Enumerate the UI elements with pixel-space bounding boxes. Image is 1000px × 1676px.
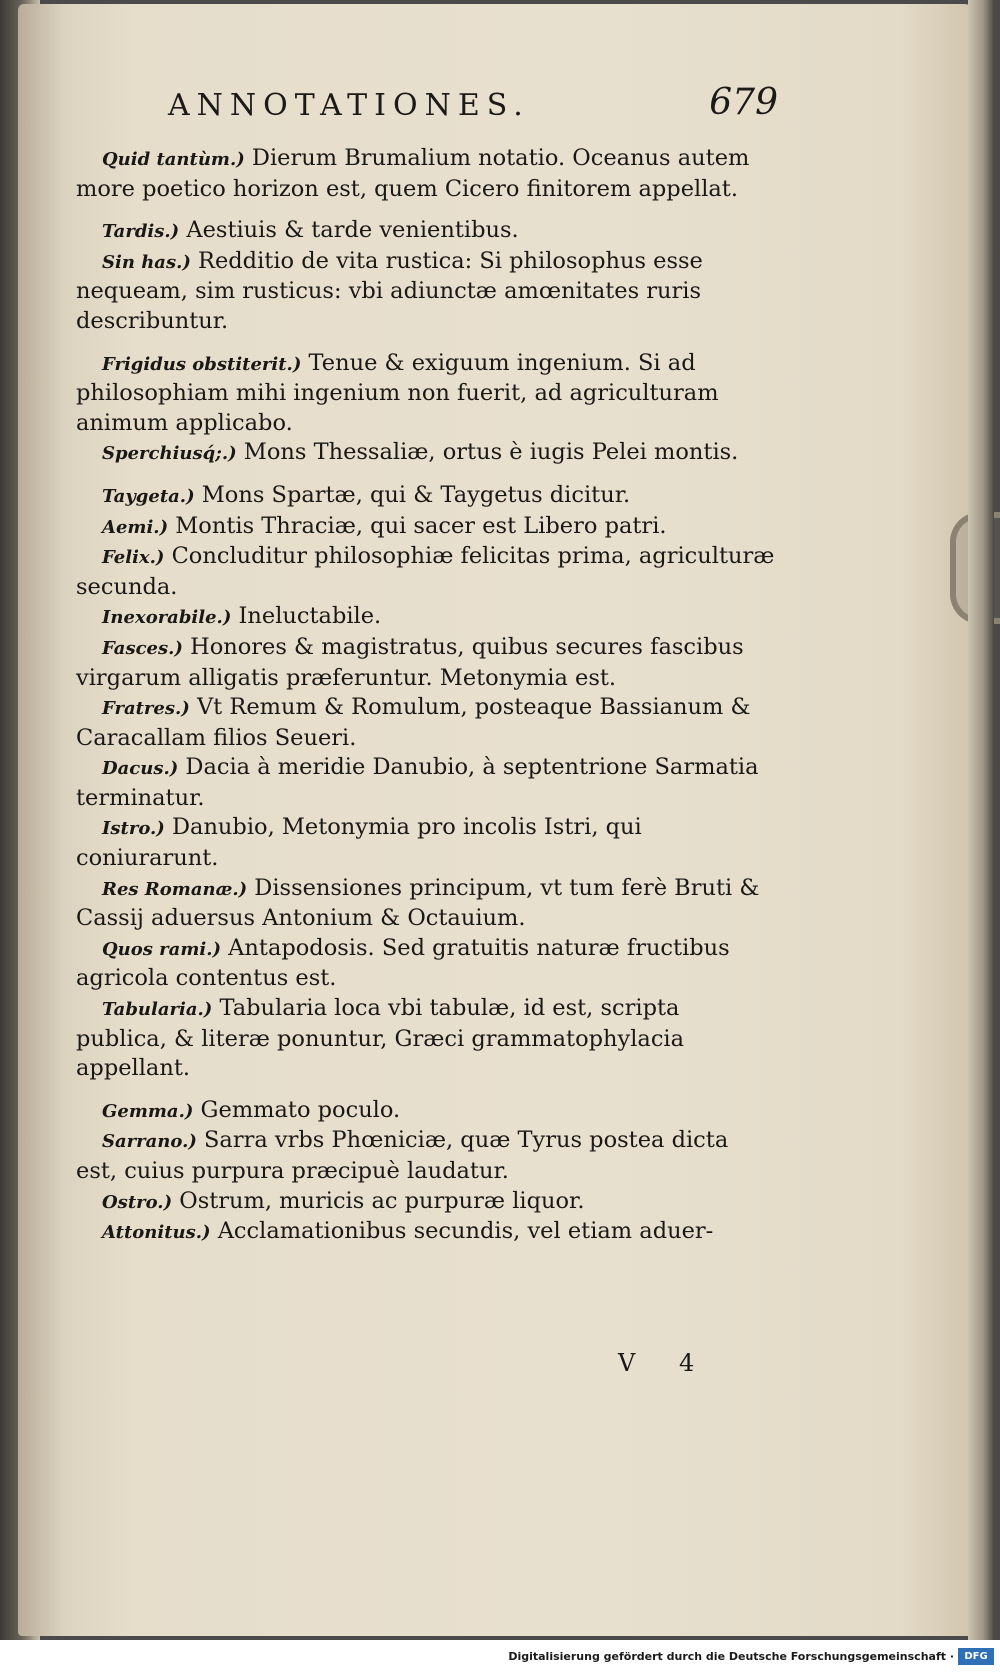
annotation-entry	[76, 542, 776, 602]
entry-text: Dierum Brumalium notatio. Oceanus autem more poetico horizon est, quem Cicero finitorem appellat.	[76, 145, 750, 202]
book-right-edge	[968, 0, 994, 1640]
entry-text: Tabularia loca vbi tabulæ, id est, scripta publica, & literæ ponuntur, Græci grammatophylacia appellant.	[76, 995, 685, 1082]
annotation-entry	[76, 512, 776, 543]
annotation-entry	[76, 602, 776, 633]
entry-lemma: Inexorabile.)	[102, 607, 232, 629]
annotation-entry	[76, 934, 776, 994]
dfg-logo: DFG	[958, 1648, 994, 1665]
entry-text: Mons Thessaliæ, ortus è iugis Pelei montis.	[243, 439, 739, 466]
entry-lemma: Felix.)	[102, 547, 165, 569]
entry-lemma: Ostro.)	[102, 1191, 173, 1213]
entry-lemma: Fratres.)	[102, 698, 190, 720]
entry-lemma: Taygeta.)	[102, 485, 195, 507]
digitization-footer	[0, 1640, 1000, 1676]
entry-text: Mons Spartæ, qui & Taygetus dicitur.	[201, 481, 631, 508]
entry-lemma: Attonitus.)	[102, 1222, 211, 1244]
annotation-text	[76, 144, 776, 1248]
entry-lemma: Fasces.)	[102, 637, 183, 659]
entry-text: Ostrum, muricis ac purpuræ liquor.	[179, 1187, 585, 1214]
entry-text: Gemmato poculo.	[200, 1096, 401, 1123]
annotation-entry	[76, 1126, 776, 1186]
annotation-entry	[76, 1187, 776, 1218]
entry-text: Montis Thraciæ, qui sacer est Libero patri.	[175, 512, 667, 539]
annotation-entry	[76, 438, 776, 469]
annotation-entry	[76, 247, 776, 337]
entry-lemma: Res Romanæ.)	[102, 878, 248, 900]
book-page	[18, 4, 978, 1636]
entry-lemma: Gemma.)	[102, 1100, 194, 1122]
funding-credit: Digitalisierung gefördert durch die Deutsche Forschungsgemeinschaft ·	[508, 1650, 954, 1663]
entry-text: Ineluctabile.	[238, 603, 382, 630]
entry-text: Sarra vrbs Phœniciæ, quæ Tyrus postea dicta est, cuius purpura præcipuè laudatur.	[76, 1127, 729, 1184]
annotation-entry	[76, 1096, 776, 1127]
entry-text: Honores & magistratus, quibus secures fascibus virgarum alligatis præferuntur. Metonymia est.	[76, 633, 744, 691]
annotation-entry	[76, 144, 776, 204]
entry-lemma: Frigidus obstiterit.)	[102, 353, 302, 375]
entry-text: Redditio de vita rustica: Si philosophus esse nequeam, sim rusticus: vbi adiunctæ amœnitates ruris describuntur.	[76, 247, 703, 334]
entry-lemma: Sarrano.)	[102, 1131, 197, 1153]
annotation-entry	[76, 874, 776, 934]
annotation-entry	[76, 753, 776, 813]
entry-text: Aestiuis & tarde venientibus.	[186, 217, 519, 244]
annotation-entry	[76, 633, 776, 693]
entry-lemma: Dacus.)	[102, 758, 179, 780]
entry-lemma: Tabularia.)	[102, 999, 213, 1021]
annotation-entry	[76, 481, 776, 512]
annotation-entry	[76, 216, 776, 247]
page-header	[168, 82, 778, 138]
entry-text: Tenue & exiguum ingenium. Si ad philosophiam mihi ingenium non fuerit, ad agriculturam animum applicabo.	[76, 349, 719, 436]
entry-text: Concluditur philosophiæ felicitas prima, agriculturæ secunda.	[76, 543, 775, 600]
entry-text: Dissensiones principum, vt tum ferè Bruti & Cassij aduersus Antonium & Octauium.	[76, 874, 760, 932]
entry-lemma: Quos rami.)	[102, 938, 221, 960]
entry-lemma: Sperchiusq́;.)	[102, 443, 237, 465]
annotation-entry	[76, 349, 776, 439]
page-number: 679	[709, 82, 778, 123]
entry-text: Vt Remum & Romulum, posteaque Bassianum & Caracallam filios Seueri.	[76, 694, 751, 751]
entry-lemma: Sin has.)	[102, 251, 191, 273]
annotation-entry	[76, 1217, 776, 1248]
annotation-entry	[76, 813, 776, 873]
annotation-entry	[76, 994, 776, 1084]
entry-lemma: Aemi.)	[102, 516, 169, 538]
entry-lemma: Istro.)	[102, 818, 165, 840]
entry-text: Danubio, Metonymia pro incolis Istri, qui coniurarunt.	[76, 814, 642, 872]
running-head: ANNOTATIONES.	[168, 88, 530, 123]
entry-text: Acclamationibus secundis, vel etiam aduer-	[217, 1218, 714, 1245]
entry-text: Dacia à meridie Danubio, à septentrione Sarmatia terminatur.	[76, 754, 759, 811]
entry-lemma: Quid tantùm.)	[102, 149, 245, 170]
bleed-through-margin	[48, 134, 62, 694]
entry-lemma: Tardis.)	[102, 221, 180, 243]
signature-mark: V 4	[618, 1349, 713, 1377]
annotation-entry	[76, 693, 776, 753]
entry-text: Antapodosis. Sed gratuitis naturæ fructibus agricola contentus est.	[76, 934, 730, 992]
